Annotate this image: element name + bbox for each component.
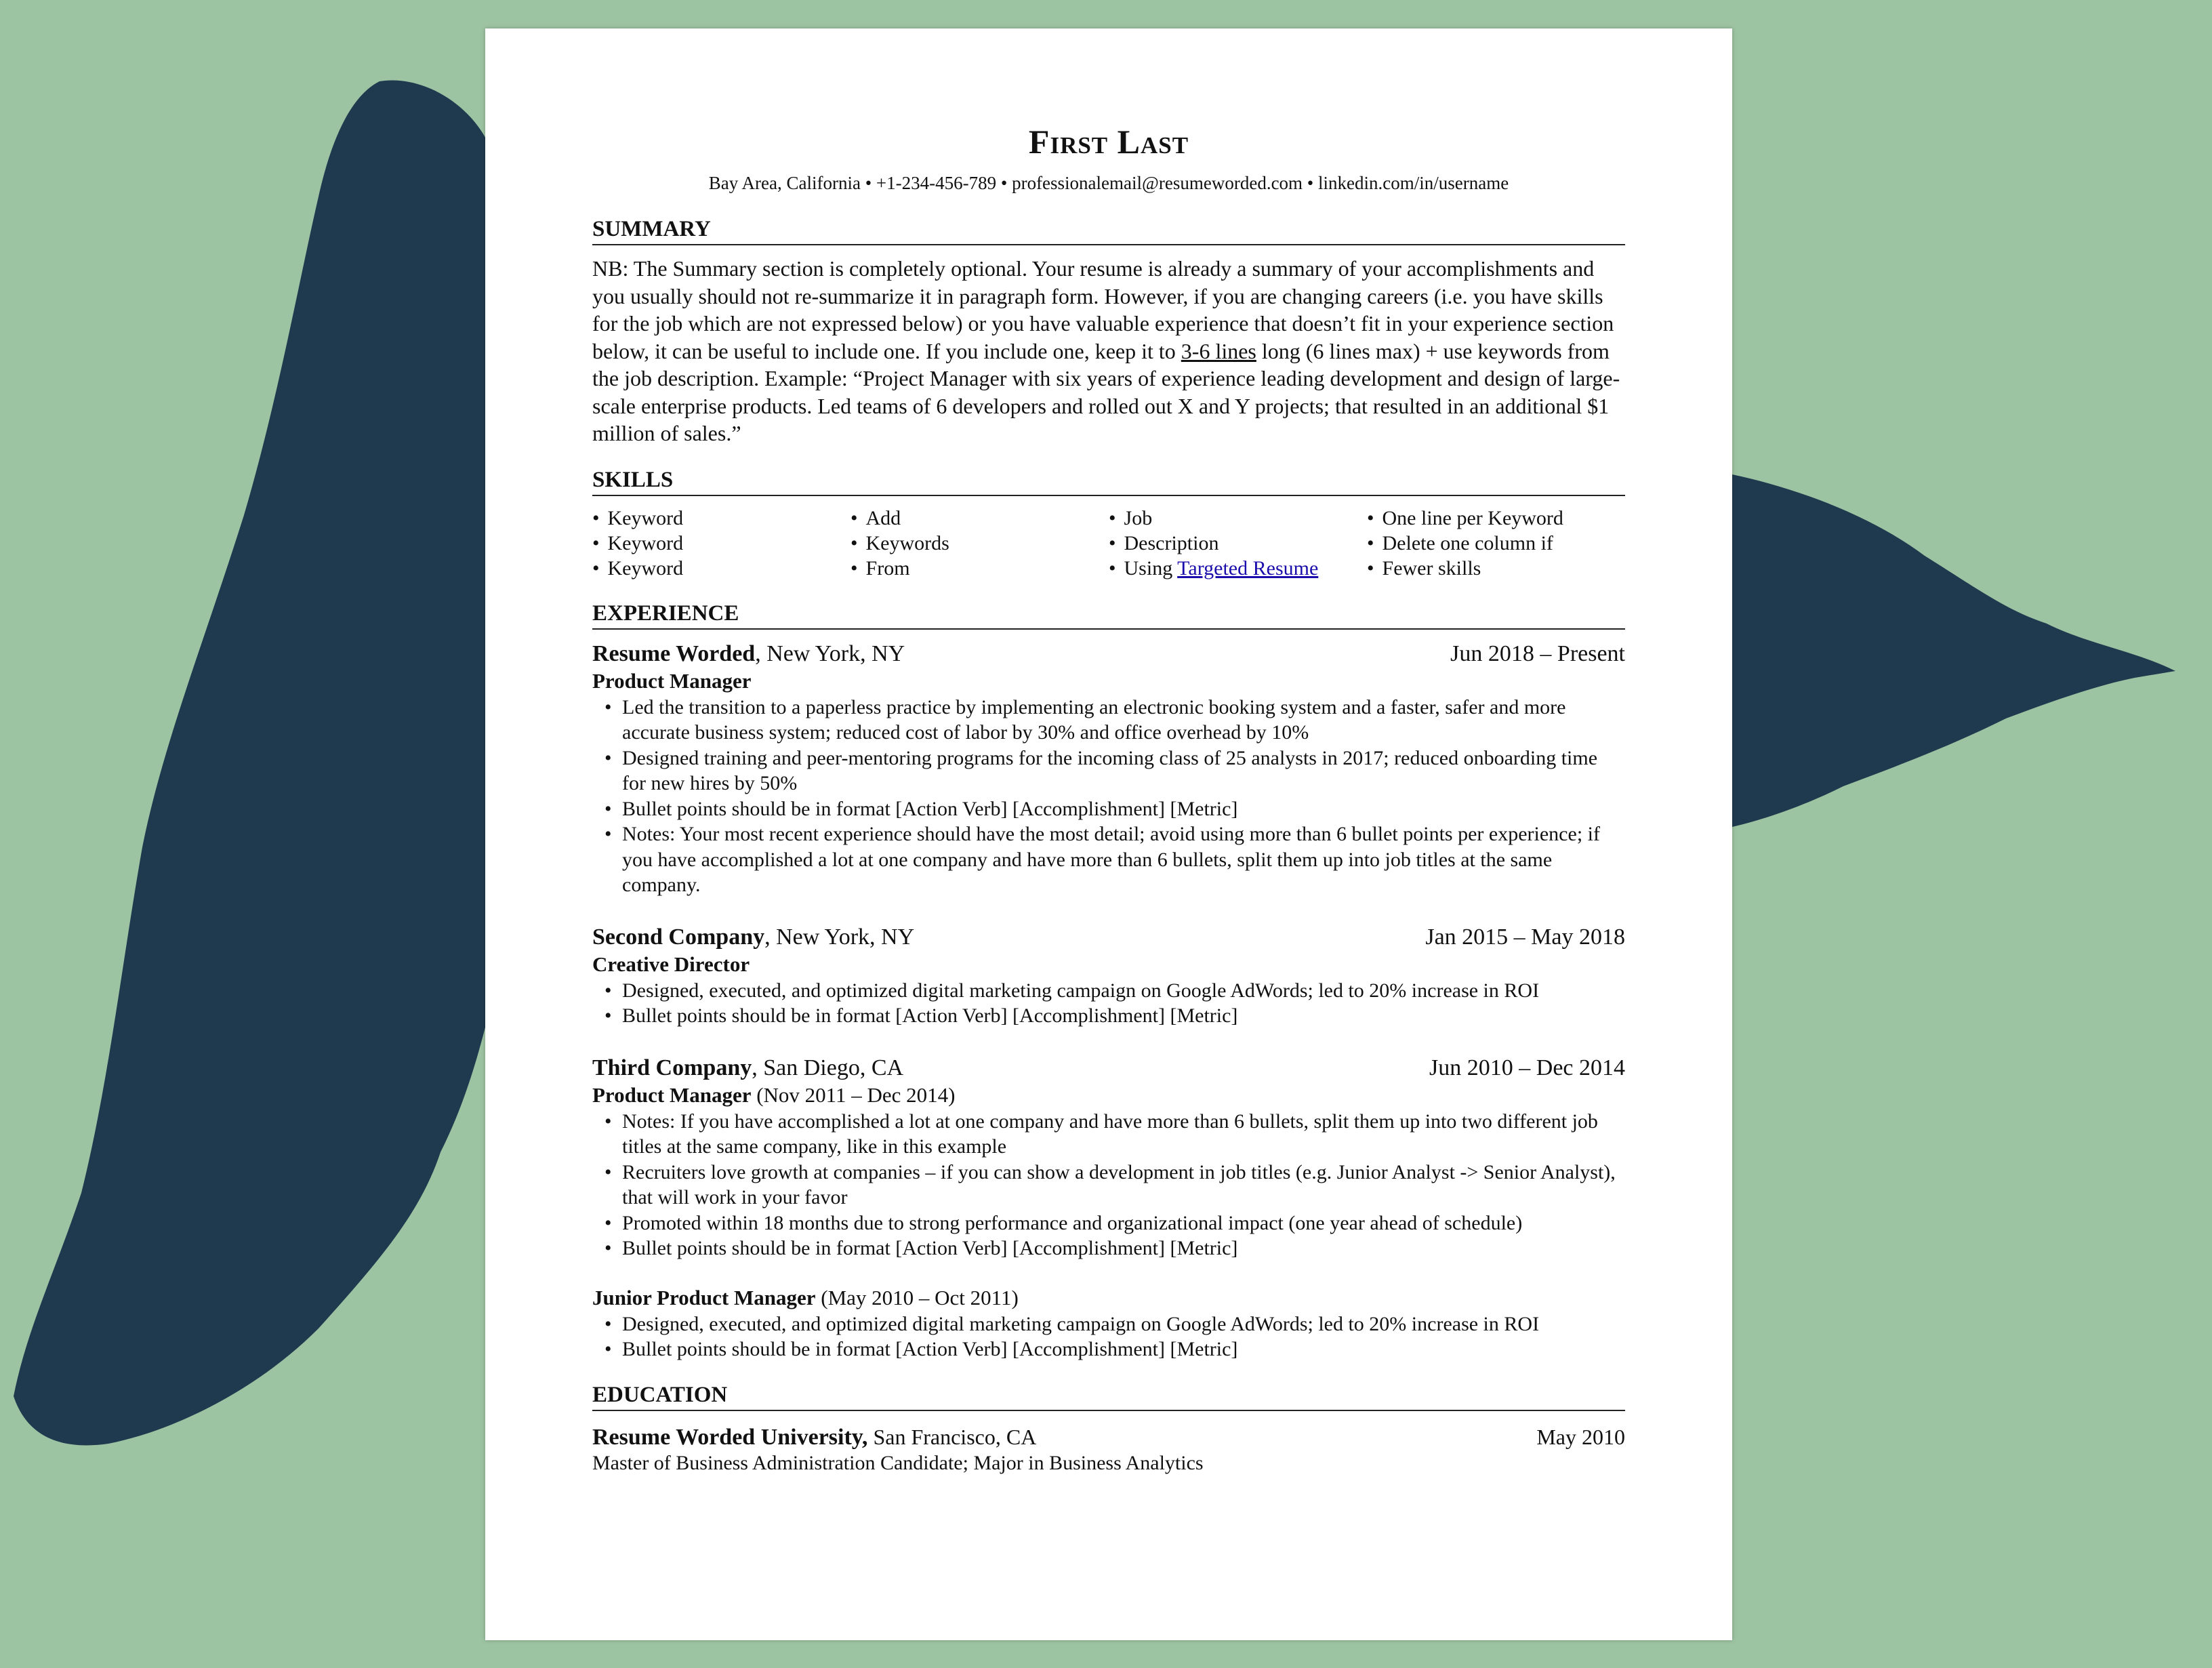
education-date: May 2010	[1536, 1424, 1625, 1449]
job-role: Product Manager	[592, 668, 752, 693]
company-location: , San Diego, CA	[752, 1055, 904, 1080]
summary-underline: 3-6 lines	[1181, 338, 1256, 363]
job-entry-3	[592, 1053, 1625, 1362]
bullet-item: • Bullet points should be in format [Action Verb] [Accomplishment] [Metric]	[622, 1003, 1625, 1029]
job-bullets	[592, 978, 1625, 1029]
company-name: Resume Worded	[592, 640, 756, 666]
education-heading: EDUCATION	[592, 1380, 1625, 1411]
job-entry-2	[592, 922, 1625, 1029]
bullet-item: • Recruiters love growth at companies – if you can show a development in job titles (e.g. Junior Analyst -> Senior Analyst), that will work in your favor	[622, 1160, 1625, 1211]
skill-item: • Keywords	[851, 531, 1109, 556]
job-header	[592, 639, 1625, 669]
skills-column-2	[851, 506, 1109, 581]
bullet-item: • Bullet points should be in format [Action Verb] [Accomplishment] [Metric]	[622, 796, 1625, 822]
company-name: Third Company	[592, 1055, 752, 1080]
job-role: Product Manager (Nov 2011 – Dec 2014)	[592, 1082, 956, 1107]
resume-page	[485, 28, 1732, 1640]
skill-item: • Description	[1109, 531, 1367, 556]
company-location: , New York, NY	[755, 640, 905, 666]
bullet-item: • Designed, executed, and optimized digital marketing campaign on Google AdWords; led to 20% increase in ROI	[622, 1311, 1625, 1337]
skill-item: • One line per Keyword	[1367, 506, 1625, 531]
school-location: San Francisco, CA	[867, 1424, 1037, 1449]
bullet-item: • Notes: Your most recent experience should have the most detail; avoid using more than 6 bullet points per experience; if you have accomplished a lot at one company and have more than 6 bullets, split them up into job titles at the same company.	[622, 821, 1625, 898]
bullet-item: • Notes: If you have accomplished a lot at one company and have more than 6 bullets, split them up into two different job titles at the same company, like in this example	[622, 1109, 1625, 1160]
sub-role: Junior Product Manager (May 2010 – Oct 2011)	[592, 1285, 1019, 1309]
skills-column-1	[592, 506, 851, 581]
targeted-resume-link[interactable]: Targeted Resume	[1177, 556, 1319, 579]
job-role: Creative Director	[592, 952, 750, 976]
skill-item: • Delete one column if	[1367, 531, 1625, 556]
experience-heading: EXPERIENCE	[592, 598, 1625, 630]
skills-grid	[592, 506, 1625, 581]
bullet-item: • Led the transition to a paperless practice by implementing an electronic booking system and a faster, safer and more accurate business system; reduced cost of labor by 30% and office overhead by 10%	[622, 695, 1625, 746]
skill-item: • Fewer skills	[1367, 556, 1625, 581]
skills-column-3	[1109, 506, 1367, 581]
skill-item: • Using Targeted Resume	[1109, 556, 1367, 581]
summary-text: NB: The Summary section is completely optional. Your resume is already a summary of your accomplishments and you usually should not re-summarize it in paragraph form. However, if you are changing careers (i.e. you have skills for the job which are not expressed below) or you have valuable experience that doesn’t fit in your experience section below, it can be useful to include one. If you include one, keep it to 3-6 lines long (6 lines max) + use keywords from the job description. Example: “Project Manager with six years of experience leading development and design of large-scale enterprise products. Led teams of 6 developers and rolled out X and Y projects; that resulted in an additional $1 million of sales.”	[592, 256, 1620, 445]
job-bullets	[592, 1109, 1625, 1261]
bullet-item: • Bullet points should be in format [Action Verb] [Accomplishment] [Metric]	[622, 1337, 1625, 1362]
job-bullets	[592, 695, 1625, 898]
skill-item: • From	[851, 556, 1109, 581]
bullet-item: • Designed, executed, and optimized digital marketing campaign on Google AdWords; led to 20% increase in ROI	[622, 978, 1625, 1004]
job-dates: Jan 2015 – May 2018	[1425, 924, 1625, 950]
skill-item: • Keyword	[592, 556, 851, 581]
school-name: Resume Worded University,	[592, 1424, 868, 1450]
skill-item: • Keyword	[592, 506, 851, 531]
skill-item: • Keyword	[592, 531, 851, 556]
candidate-name: First Last	[1028, 123, 1189, 161]
contact-line: Bay Area, California • +1-234-456-789 • professionalemail@resumeworded.com • linkedin.com/in/username	[708, 173, 1509, 193]
bullet-item: • Promoted within 18 months due to strong performance and organizational impact (one year ahead of schedule)	[622, 1211, 1625, 1236]
education-entry	[592, 1423, 1625, 1451]
company-name: Second Company	[592, 924, 765, 950]
bullet-item: • Designed training and peer-mentoring programs for the incoming class of 25 analysts in 2017; reduced onboarding time for new hires by 50%	[622, 746, 1625, 796]
skill-item: • Job	[1109, 506, 1367, 531]
job-dates: Jun 2010 – Dec 2014	[1429, 1055, 1625, 1080]
job-header	[592, 1053, 1625, 1083]
bullet-item: • Bullet points should be in format [Action Verb] [Accomplishment] [Metric]	[622, 1236, 1625, 1261]
company-location: , New York, NY	[764, 924, 915, 950]
skills-column-4	[1367, 506, 1625, 581]
job-entry-1	[592, 639, 1625, 898]
degree-text: Master of Business Administration Candidate; Major in Business Analytics	[592, 1451, 1204, 1474]
summary-heading: SUMMARY	[592, 214, 1625, 245]
job-dates: Jun 2018 – Present	[1450, 640, 1625, 666]
sub-role-bullets	[592, 1311, 1625, 1362]
skills-heading: SKILLS	[592, 465, 1625, 496]
job-header	[592, 922, 1625, 952]
skill-item: • Add	[851, 506, 1109, 531]
